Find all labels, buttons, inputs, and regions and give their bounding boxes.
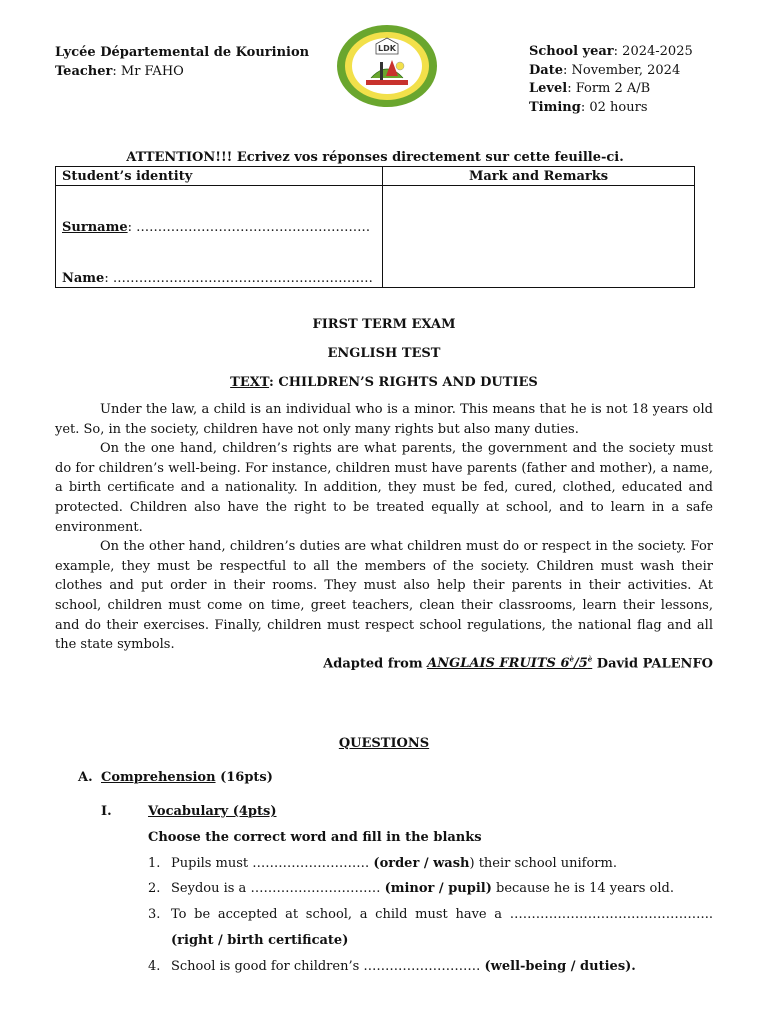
question-item[interactable]: 1. Pupils must ……………………… (order / wash) their school uniform. xyxy=(148,856,617,871)
section-a-letter: A. xyxy=(78,770,93,785)
section-i-numeral: I. xyxy=(101,804,112,819)
section-a-heading xyxy=(78,770,273,785)
question-choice: (minor / pupil) xyxy=(384,881,492,896)
school-year-value: : 2024-2025 xyxy=(613,44,693,59)
section-a-title: Comprehension xyxy=(101,770,216,785)
school-name: Lycée Départemental de Kourinion xyxy=(55,45,310,60)
student-identity-table xyxy=(55,166,695,288)
question-choice: (well-being / duties). xyxy=(484,959,636,974)
surname-line[interactable] xyxy=(62,220,370,235)
name-blank[interactable]: : …………………………………………………… xyxy=(104,271,373,286)
question-choice: (order / wash xyxy=(373,856,470,871)
question-choice: (right / birth certificate) xyxy=(171,932,349,948)
logo-initials: LDK xyxy=(378,44,396,53)
passage-paragraph: On the other hand, children’s duties are what children must do or respect in the society. For example, they must be respectful to all the members of the society. Children must wash their clothes and put order in their rooms. They must also help their parents in their activities. At school, children must come on time, greet teachers, clean their classrooms, learn their lessons, and do their exercises. Finally, children must respect school regulations, the national flag and all the state symbols. xyxy=(55,539,713,653)
section-i-title: Vocabulary (4pts) xyxy=(148,804,277,819)
reading-passage xyxy=(55,400,713,655)
attention-notice: ATTENTION!!! Ecrivez vos réponses directement sur cette feuille-ci. xyxy=(126,150,624,165)
source-book: ANGLAIS FRUITS $6^è/5^è$ xyxy=(427,655,593,672)
level-label: Level xyxy=(529,81,568,96)
question-text[interactable]: Pupils must ……………………… xyxy=(171,856,374,871)
school-logo xyxy=(336,24,438,108)
passage-paragraph: On the one hand, children’s rights are what parents, the government and the society must do for children’s well-being. For instance, children must have parents (father and mother), a name, a birth certificate and a nationality. In addition, they must be fed, cured, clothed, educated and protected. Children also have the right to be treated equally at school, and to learn in a safe environment. xyxy=(55,441,713,535)
section-a-points: (16pts) xyxy=(215,770,273,785)
teacher-label: Teacher xyxy=(55,64,113,79)
name-line[interactable] xyxy=(62,271,373,286)
level-value: : Form 2 A/B xyxy=(567,81,651,96)
question-text[interactable]: To be accepted at school, a child must have a ……………………………………….. xyxy=(171,907,713,922)
surname-blank[interactable]: : ……………………………………………… xyxy=(127,220,371,235)
instruction: Choose the correct word and fill in the blanks xyxy=(148,830,482,845)
question-text[interactable]: School is good for children’s ……………………… xyxy=(171,959,485,974)
header-right xyxy=(529,43,693,117)
name-label: Name xyxy=(62,271,105,286)
identity-cell[interactable] xyxy=(56,186,383,288)
mark-cell[interactable] xyxy=(383,186,695,288)
section-i-heading xyxy=(101,804,277,819)
date-label: Date xyxy=(529,62,563,78)
surname-label: Surname xyxy=(62,220,128,235)
passage-paragraph: Under the law, a child is an individual who is a minor. This means that he is not 18 years old yet. So, in the society, children have not only many rights but also many duties. xyxy=(55,402,713,437)
source-prefix: Adapted from xyxy=(323,656,428,672)
text-title xyxy=(55,375,713,390)
timing-value: : 02 hours xyxy=(580,99,648,115)
header-left xyxy=(55,43,309,81)
question-item[interactable]: 4. School is good for children’s ……………………… (well-being / duties). xyxy=(148,959,636,974)
date-value: : November, 2024 xyxy=(562,62,681,78)
exam-title: FIRST TERM EXAM xyxy=(312,317,456,332)
teacher-value: : Mr FAHO xyxy=(112,64,184,79)
test-title: ENGLISH TEST xyxy=(327,346,441,361)
question-item[interactable]: 2. Seydou is a ………………………… (minor / pupil) because he is 14 years old. xyxy=(148,881,674,896)
mark-header: Mark and Remarks xyxy=(383,167,695,186)
text-title-value: : CHILDREN’S RIGHTS AND DUTIES xyxy=(269,375,538,390)
school-year-label: School year xyxy=(529,44,614,59)
questions-title: QUESTIONS xyxy=(338,736,430,751)
question-text[interactable]: Seydou is a ………………………… xyxy=(171,881,385,896)
timing-label: Timing xyxy=(529,99,581,115)
question-item[interactable]: 3. To be accepted at school, a child must have a ……………………………………….. (right / birth certificate) xyxy=(148,907,713,948)
identity-header: Student’s identity xyxy=(56,167,383,186)
source-author: David PALENFO xyxy=(592,656,713,672)
source-citation xyxy=(323,655,713,671)
text-label: TEXT xyxy=(230,375,270,390)
